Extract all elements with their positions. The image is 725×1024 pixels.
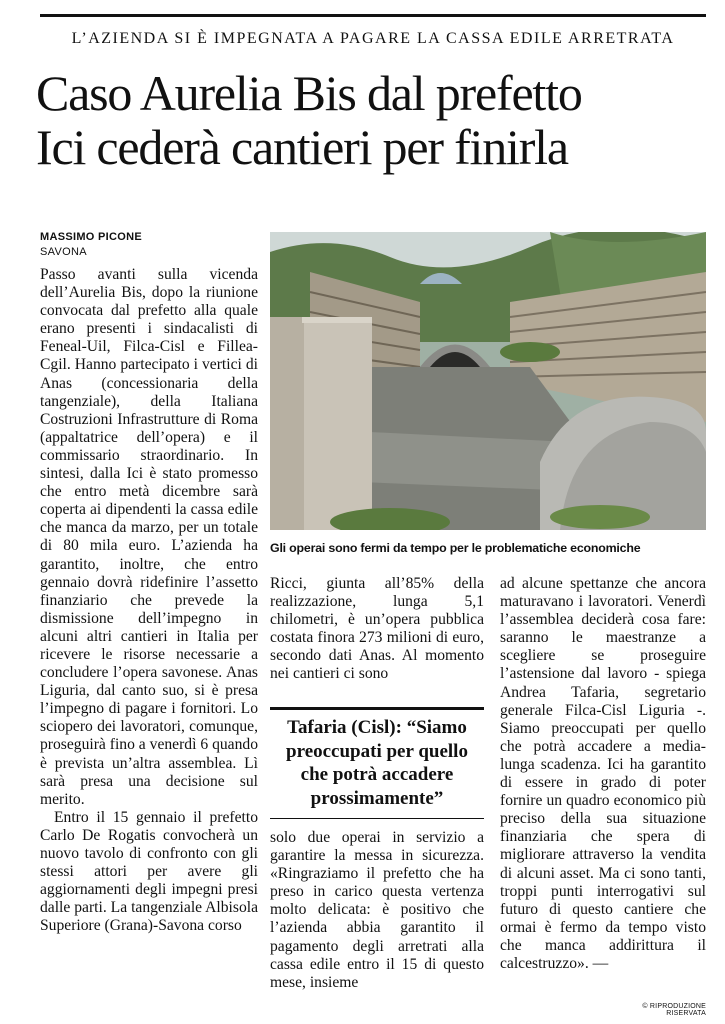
byline-place: SAVONA bbox=[40, 246, 87, 258]
photo-caption: Gli operai sono fermi da tempo per le problematiche economiche bbox=[270, 541, 641, 555]
body-paragraph-3: Ricci, giunta all’85% della realizzazione, lunga 5,1 chilometri, è un’opera pubblica costata finora 273 milioni di euro, secondo dati Anas. Al momento nei cantieri ci sono bbox=[270, 575, 484, 683]
body-column-3 bbox=[500, 575, 706, 1005]
body-column-1 bbox=[40, 266, 258, 1012]
body-paragraph-2: Entro il 15 gennaio il prefetto Carlo De Rogatis convocherà un nuovo tavolo di confronto con gli stessi attori per avere gli aggiornamenti degli impegni presi dalle parti. La tangenziale Albisola Superiore (Grana)-Savona corso bbox=[40, 808, 258, 935]
body-paragraph-4: solo due operai in servizio a garantire la messa in sicurezza. «Ringraziamo il prefetto che ha preso in carico questa vertenza molto delicata: è positivo che l’azienda abbia garantito il pagamento degli arretrati alla cassa edile entro il 15 di questo mese, insieme bbox=[270, 829, 484, 991]
byline-author: MASSIMO PICONE bbox=[40, 231, 142, 243]
body-column-2-top bbox=[270, 575, 484, 693]
top-rule bbox=[40, 14, 706, 17]
body-paragraph-1: Passo avanti sulla vicenda dell’Aurelia Bis, dopo la riunione convocata dal prefetto alla quale erano presenti i sindacalisti di Feneal-Uil, Filca-Cisl e Fillea-Cgil. Hanno partecipato i vertici di Anas (concessionaria della tangenziale), della Italiana Costruzioni Infrastrutture di Roma (appaltatrice dell’opera) e il commissario straordinario. In sintesi, dalla Ici è stato promesso che entro metà dicembre sarà coperta ai dipendenti la cassa edile che manca da marzo, per un totale di 80 mila euro. L’azienda ha garantito, inoltre, che entro gennaio dovrà ridefinire l’assetto finanziario che prevede la dismissione dell’impegno in alcuni altri cantieri in Italia per ricevere le risorse necessarie a concludere l’opera savonese. Anas Liguria, dal canto suo, si è presa l’impegno di pagare i fornitori. Lo sciopero dei lavoratori, comunque, proseguirà fino a venerdì 6 quando è prevista un’altra assemblea. Lì sarà presa una decisione sul merito. bbox=[40, 266, 258, 808]
kicker: L’AZIENDA SI È IMPEGNATA A PAGARE LA CASSA EDILE ARRETRATA bbox=[71, 30, 675, 47]
pullquote: Tafaria (Cisl): “Siamo preoccupati per quello che potrà accadere prossimamente” bbox=[286, 717, 468, 809]
headline bbox=[36, 66, 706, 174]
body-paragraph-5: ad alcune spettanze che ancora maturavano i lavoratori. Venerdì l’assemblea deciderà cosa fare: saranno le maestranze a scegliere se proseguire l’astensione dal lavoro - spiega Andrea Tafaria, segretario generale Filca-Cisl Liguria -. Siamo preoccupati per quello che potrà accadere a media-lunga scadenza. Ici ha garantito di essere in grado di poter fornire un quadro economico più preciso della sua situazione finanziaria che spera di migliorare attraverso la vendita di alcuni asset. Ma ci sono tanti, troppi punti interrogativi sul futuro di questo cantiere che ormai è fermo da tempo visto che manca addirittura il calcestruzzo». — bbox=[500, 575, 706, 972]
photo-illustration bbox=[270, 232, 706, 530]
body-column-2-bottom bbox=[270, 829, 484, 1009]
copyright-notice: © RIPRODUZIONE RISERVATA bbox=[642, 1003, 706, 1017]
headline-line-1: Caso Aurelia Bis dal prefetto bbox=[36, 65, 582, 121]
construction-tunnel-photo bbox=[270, 232, 706, 530]
headline-line-2: Ici cederà cantieri per finirla bbox=[36, 119, 568, 175]
pullquote-bottom-rule bbox=[270, 818, 484, 819]
pullquote-top-rule bbox=[270, 707, 484, 710]
